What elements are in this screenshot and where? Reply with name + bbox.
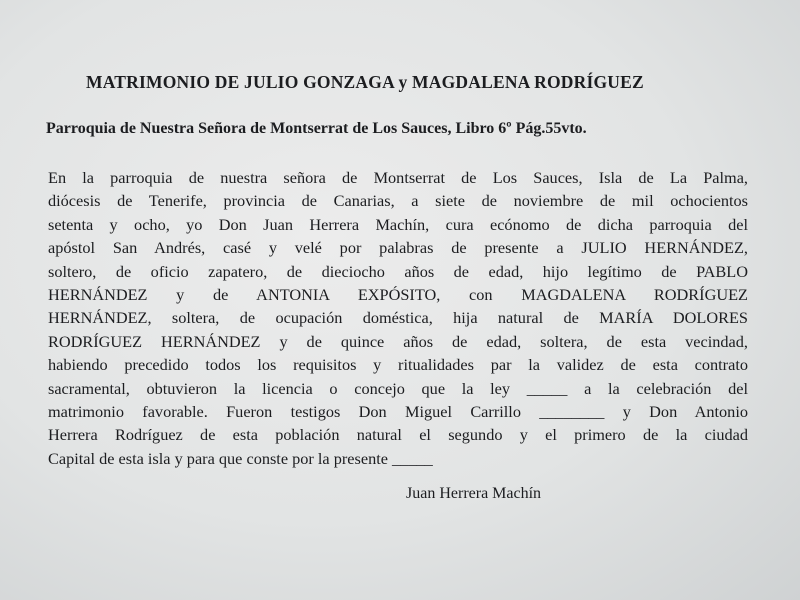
parish-reference: Parroquia de Nuestra Señora de Montserrat de Los Sauces, Libro 6º Pág.55vto. <box>46 120 587 137</box>
body-line: soltero, de oficio zapatero, de dieciocho años de edad, hijo legítimo de PABLO <box>48 261 748 281</box>
signature: Juan Herrera Machín <box>406 485 542 502</box>
document-title: MATRIMONIO DE JULIO GONZAGA y MAGDALENA RODRÍGUEZ <box>86 72 644 92</box>
body-line: HERNÁNDEZ y de ANTONIA EXPÓSITO, con MAGDALENA RODRÍGUEZ <box>48 285 748 305</box>
body-line: RODRÍGUEZ HERNÁNDEZ y de quince años de edad, soltera, de esta vecindad, <box>48 331 748 351</box>
body-line: Capital de esta isla y para que conste por la presente _____ <box>48 448 433 468</box>
body-line: HERNÁNDEZ, soltera, de ocupación doméstica, hija natural de MARÍA DOLORES <box>48 308 748 328</box>
body-line: matrimonio favorable. Fueron testigos Don Miguel Carrillo ________ y Don Antonio <box>48 402 748 422</box>
body-line: setenta y ocho, yo Don Juan Herrera Machín, cura ecónomo de dicha parroquia del <box>48 214 748 234</box>
body-line: diócesis de Tenerife, provincia de Canarias, a siete de noviembre de mil ochocientos <box>48 191 748 211</box>
body-line: apóstol San Andrés, casé y velé por palabras de presente a JULIO HERNÁNDEZ, <box>48 238 748 258</box>
record-body <box>48 166 748 470</box>
body-line: En la parroquia de nuestra señora de Montserrat de Los Sauces, Isla de La Palma, <box>48 168 748 187</box>
body-line: Herrera Rodríguez de esta población natural el segundo y el primero de la ciudad <box>48 425 748 445</box>
body-line: habiendo precedido todos los requisitos y ritualidades par la validez de esta contrato <box>48 355 748 375</box>
body-line: sacramental, obtuvieron la licencia o concejo que la ley _____ a la celebración del <box>48 378 748 398</box>
